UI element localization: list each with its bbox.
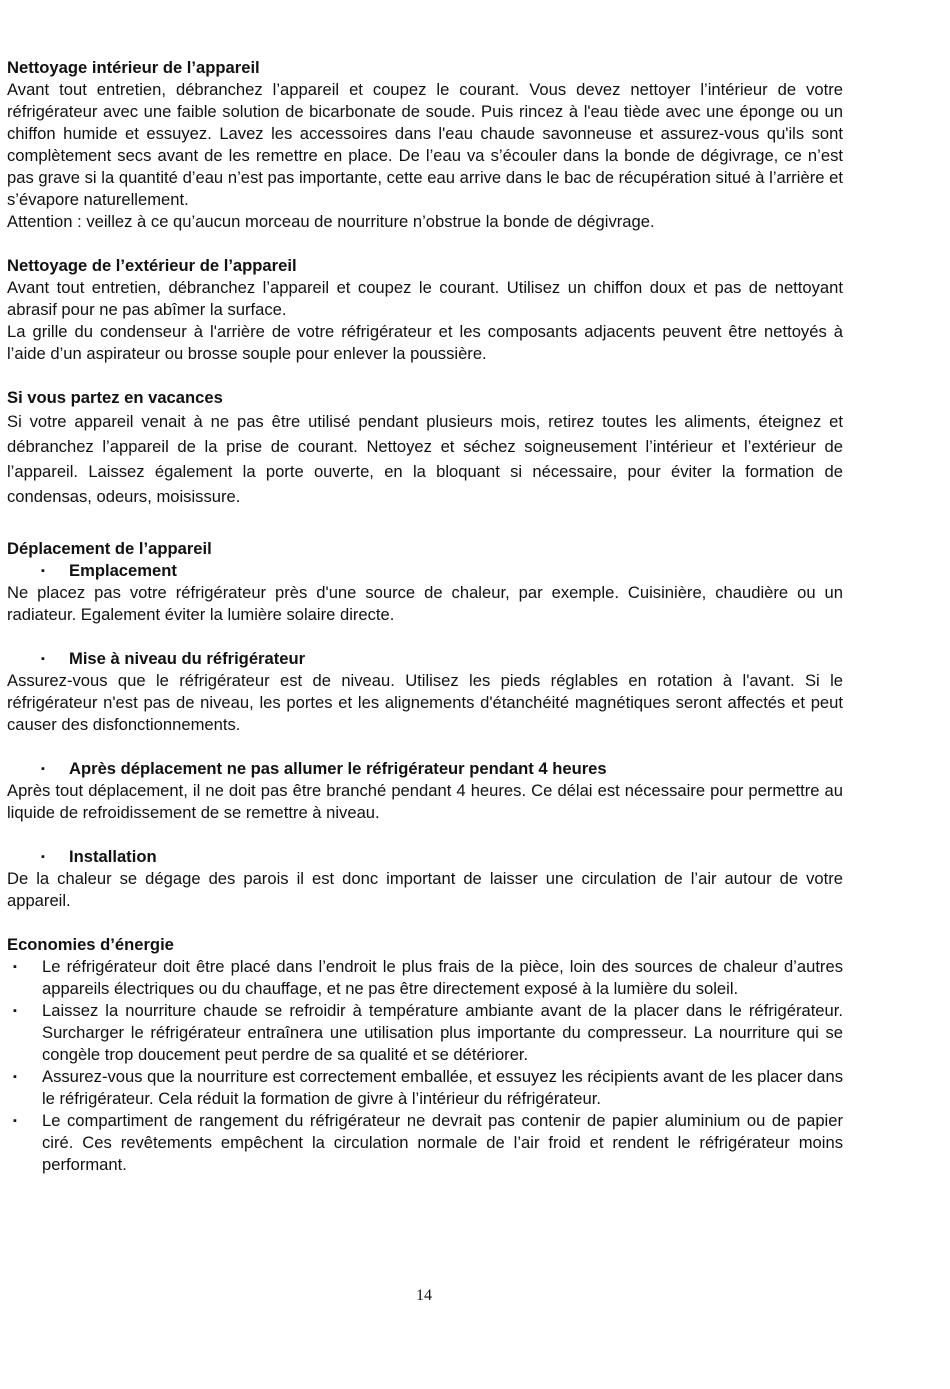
paragraph: Assurez-vous que le réfrigérateur est de niveau. Utilisez les pieds réglables en rotation à l'avant. Si le réfrigérateur n'est pas de niveau, les portes et les alignements d'étanchéité magnétiques seront affectés et peut causer des disfonctionnements. bbox=[7, 671, 843, 734]
subsection-title-after-moving: ▪ Après déplacement ne pas allumer le réfrigérateur pendant 4 heures bbox=[41, 759, 607, 778]
bullet-icon: ▪ bbox=[41, 851, 45, 863]
subsection-title-installation: ▪ Installation bbox=[41, 847, 157, 866]
section-moving bbox=[7, 538, 843, 912]
subsection-title-location: ▪ Emplacement bbox=[41, 561, 177, 580]
list-item: ▪ Assurez-vous que la nourriture est correctement emballée, et essuyez les récipients avant de les placer dans le réfrigérateur. Cela réduit la formation de givre à l’intérieur du réfrigérateur. bbox=[13, 1067, 843, 1108]
section-title: Déplacement de l’appareil bbox=[7, 539, 212, 558]
section-title: Nettoyage de l’extérieur de l’appareil bbox=[7, 256, 297, 275]
paragraph: De la chaleur se dégage des parois il est donc important de laisser une circulation de l’air autour de votre appareil. bbox=[7, 869, 843, 910]
manual-page bbox=[7, 57, 843, 1176]
warning-note: Attention : veillez à ce qu’aucun morceau de nourriture n’obstrue la bonde de dégivrage. bbox=[7, 212, 655, 231]
list-item: ▪ Laissez la nourriture chaude se refroidir à température ambiante avant de la placer dans le réfrigérateur. Surcharger le réfrigérateur entraînera une utilisation plus importante du compresseur. La nourriture qui se congèle trop doucement peut perdre de sa qualité et se détériorer. bbox=[13, 1001, 843, 1064]
bullet-icon: ▪ bbox=[41, 653, 45, 665]
bullet-icon: ▪ bbox=[41, 565, 45, 577]
section-title: Nettoyage intérieur de l’appareil bbox=[7, 58, 260, 77]
bullet-icon: ▪ bbox=[13, 1071, 17, 1083]
section-energy-saving bbox=[7, 934, 843, 1176]
energy-tips-list bbox=[7, 956, 843, 1176]
bullet-icon: ▪ bbox=[13, 1005, 17, 1017]
page-number: 14 bbox=[416, 1287, 432, 1304]
section-interior-cleaning bbox=[7, 57, 843, 233]
bullet-icon: ▪ bbox=[41, 763, 45, 775]
bullet-icon: ▪ bbox=[13, 1115, 17, 1127]
paragraph: Après tout déplacement, il ne doit pas être branché pendant 4 heures. Ce délai est nécessaire pour permettre au liquide de refroidissement de se remettre à niveau. bbox=[7, 781, 843, 822]
list-item: ▪ Le réfrigérateur doit être placé dans l’endroit le plus frais de la pièce, loin des sources de chaleur d’autres appareils électriques ou du chauffage, et ne pas être directement exposé à la lumière du soleil. bbox=[13, 957, 843, 998]
list-item: ▪ Le compartiment de rangement du réfrigérateur ne devrait pas contenir de papier aluminium ou de papier ciré. Ces revêtements empêchent la circulation normale de l’air froid et rendent le réfrigérateur moins performant. bbox=[13, 1111, 843, 1174]
paragraph: Ne placez pas votre réfrigérateur près d'une source de chaleur, par exemple. Cuisinière, chaudière ou un radiateur. Egalement éviter la lumière solaire directe. bbox=[7, 583, 843, 624]
section-title: Si vous partez en vacances bbox=[7, 388, 223, 407]
bullet-icon: ▪ bbox=[13, 961, 17, 973]
paragraph: Si votre appareil venait à ne pas être utilisé pendant plusieurs mois, retirez toutes les aliments, éteignez et débranchez l’appareil de la prise de courant. Nettoyez et séchez soigneusement l’intérieur et l’extérieur de l’appareil. Laissez également la porte ouverte, en la bloquant si nécessaire, pour éviter la formation de condensas, odeurs, moisissure. bbox=[7, 412, 843, 506]
paragraph: La grille du condenseur à l'arrière de votre réfrigérateur et les composants adjacents peuvent être nettoyés à l’aide d’un aspirateur ou brosse souple pour enlever la poussière. bbox=[7, 322, 843, 363]
subsection-title-leveling: ▪ Mise à niveau du réfrigérateur bbox=[41, 649, 306, 668]
section-title: Economies d’énergie bbox=[7, 935, 174, 954]
paragraph: Avant tout entretien, débranchez l’appareil et coupez le courant. Utilisez un chiffon doux et pas de nettoyant abrasif pour ne pas abîmer la surface. bbox=[7, 278, 843, 319]
section-vacation bbox=[7, 387, 843, 509]
section-exterior-cleaning bbox=[7, 255, 843, 365]
paragraph: Avant tout entretien, débranchez l’appareil et coupez le courant. Vous devez nettoyer l’intérieur de votre réfrigérateur avec une faible solution de bicarbonate de soude. Puis rincez à l'eau tiède avec une éponge ou un chiffon humide et essuyez. Lavez les accessoires dans l'eau chaude savonneuse et assurez-vous qu'ils sont complètement secs avant de les remettre en place. De l’eau va s’écouler dans la bonde de dégivrage, ce n’est pas grave si la quantité d’eau n’est pas importante, cette eau arrive dans le bac de récupération situé à l’arrière et s’évapore naturellement. bbox=[7, 80, 843, 209]
